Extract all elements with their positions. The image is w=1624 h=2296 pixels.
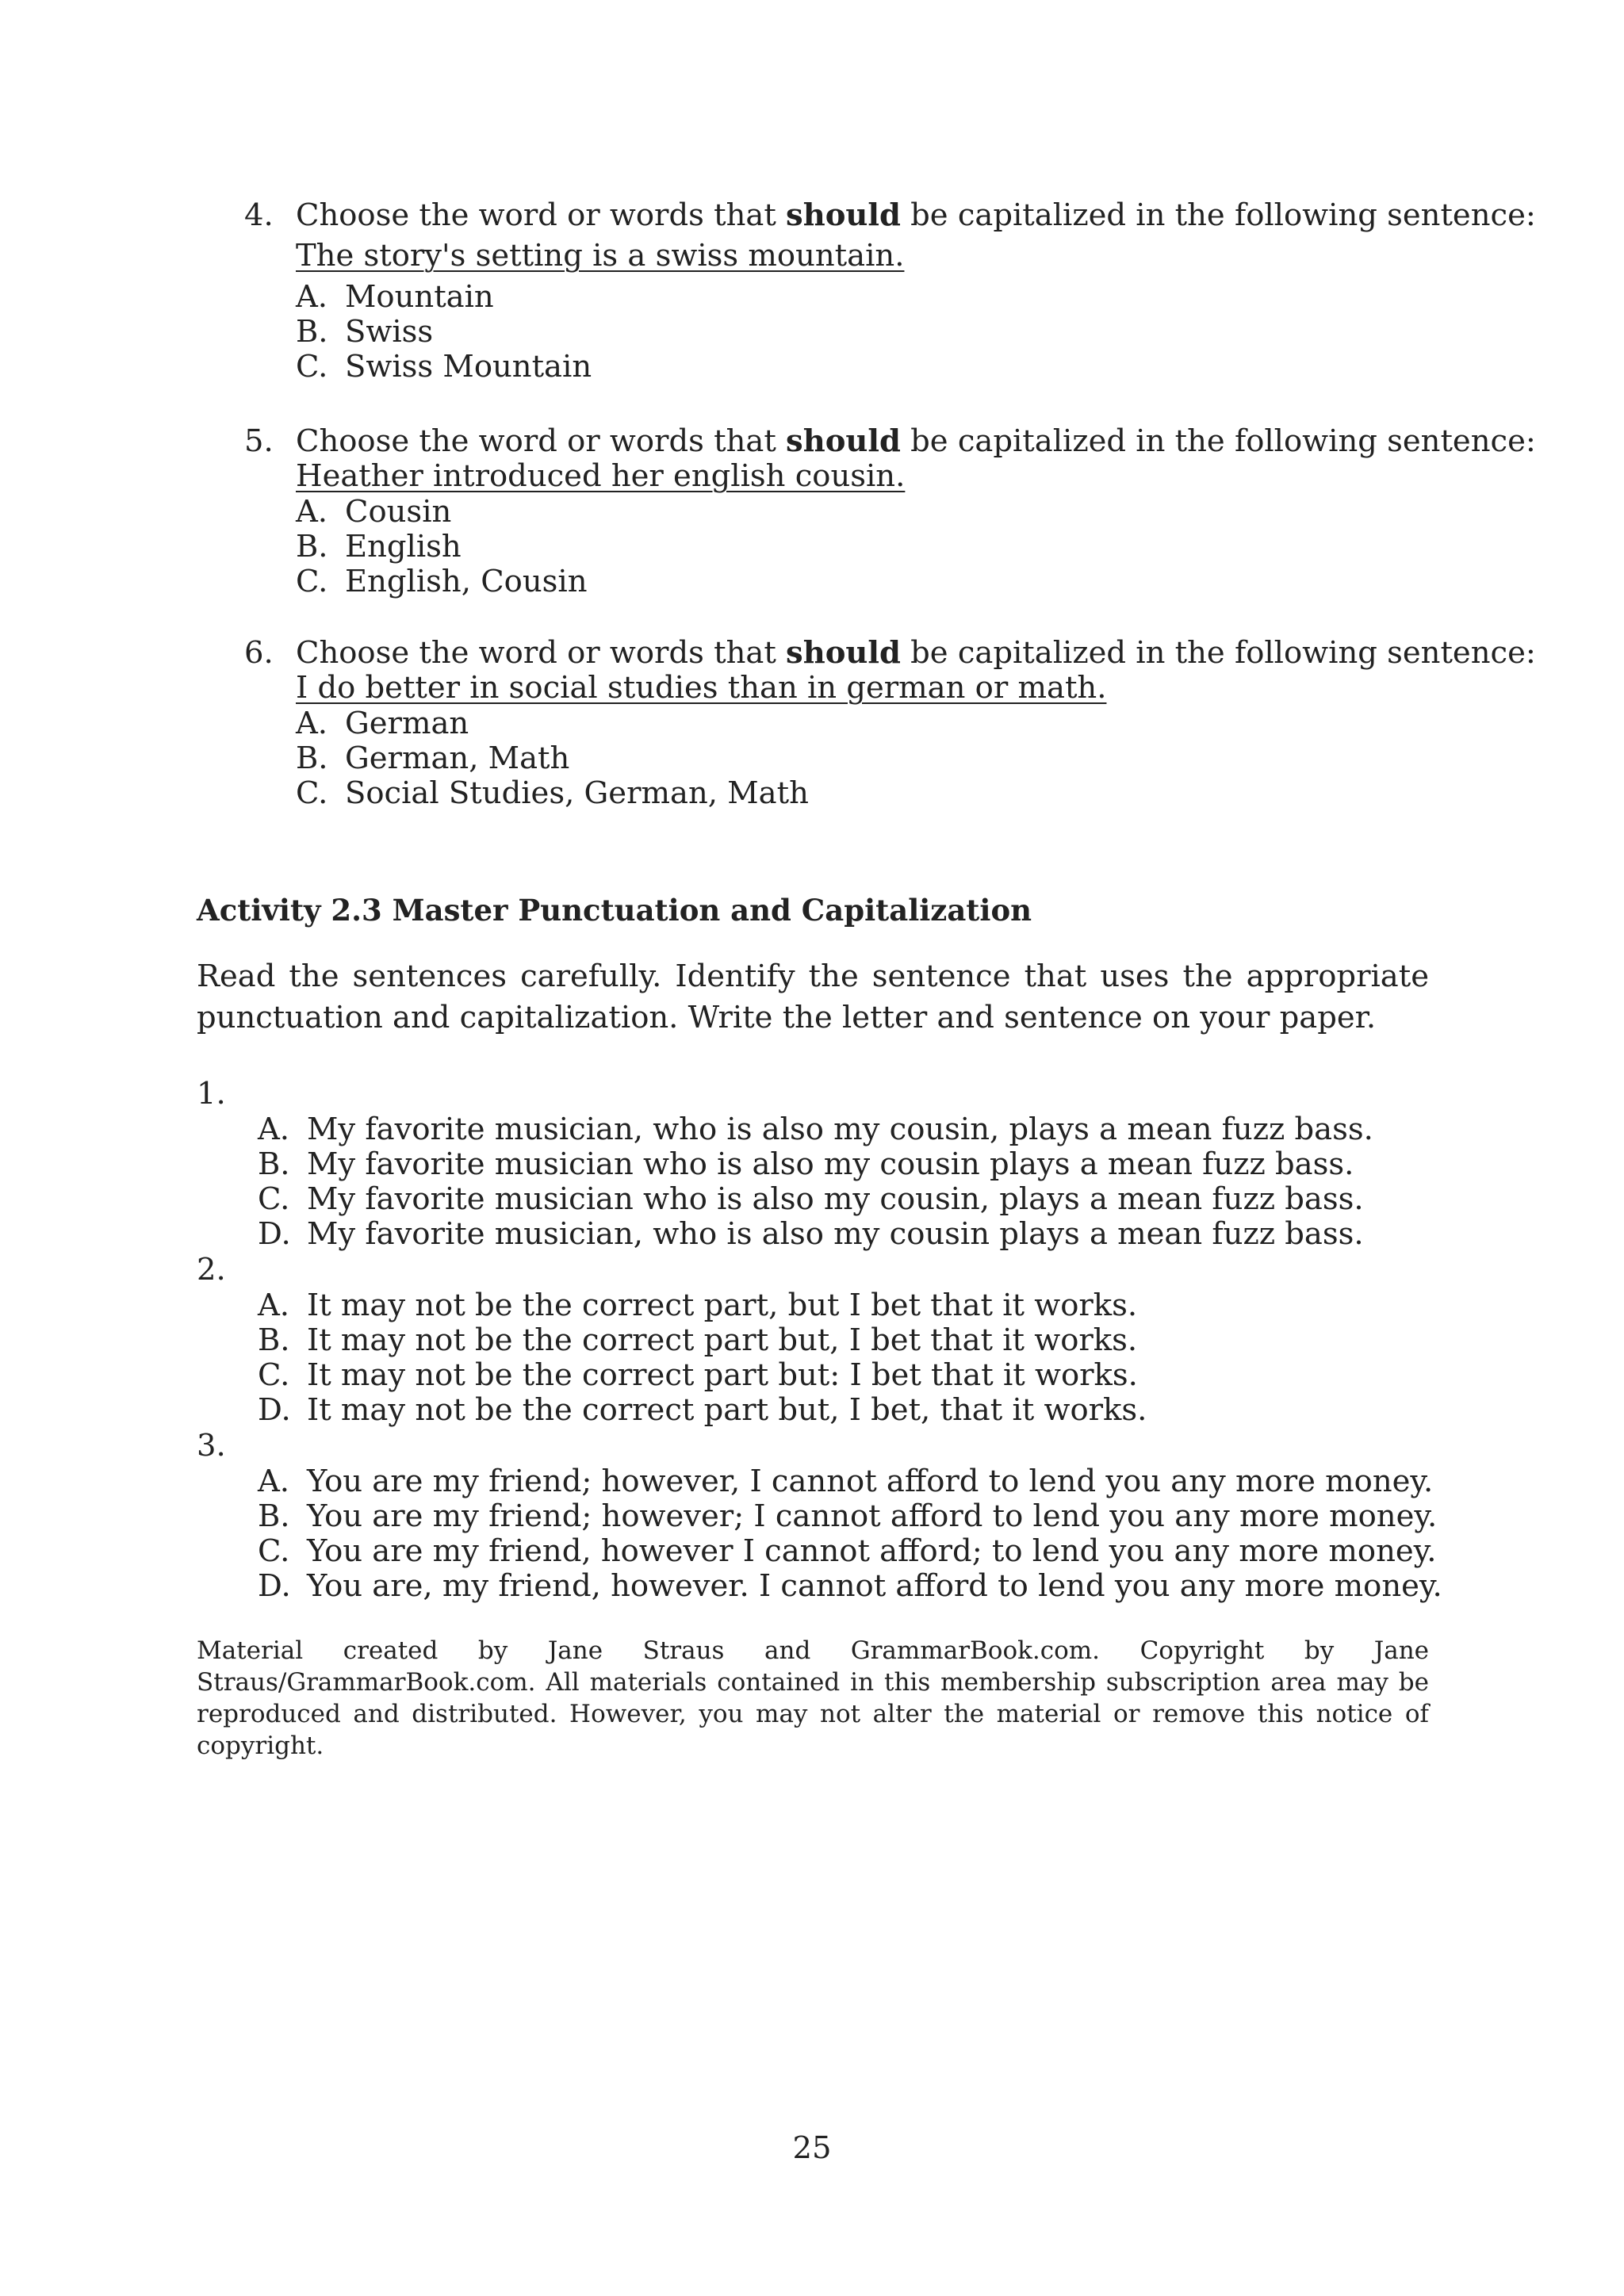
emphasis-should: should xyxy=(786,635,901,671)
question-stem: Choose the word or words that should be capitalized in the following sentence: xyxy=(296,635,1536,671)
question-sentence: Heather introduced her english cousin. xyxy=(296,458,906,494)
question-number: 5. xyxy=(244,423,274,459)
question-stem: Choose the word or words that should be capitalized in the following sentence: xyxy=(296,197,1536,233)
activity-item-number: 1. xyxy=(197,1076,226,1112)
question-number: 4. xyxy=(244,197,274,233)
answer-option: C. Social Studies, German, Math xyxy=(296,775,809,811)
activity-option: C. You are my friend, however I cannot afford; to lend you any more money. xyxy=(258,1533,1437,1569)
answer-option: A. Mountain xyxy=(296,279,494,315)
activity-option: D. You are, my friend, however. I cannot afford to lend you any more money. xyxy=(258,1568,1442,1604)
answer-option: C. English, Cousin xyxy=(296,564,588,599)
question-stem: Choose the word or words that should be capitalized in the following sentence: xyxy=(296,423,1536,459)
activity-item-number: 2. xyxy=(197,1252,226,1288)
answer-option: A. German xyxy=(296,706,469,741)
answer-option: B. English xyxy=(296,529,462,564)
activity-item-number: 3. xyxy=(197,1428,226,1464)
activity-option: A. My favorite musician, who is also my cousin, plays a mean fuzz bass. xyxy=(258,1112,1373,1147)
activity-heading: Activity 2.3 Master Punctuation and Capitalization xyxy=(197,893,1032,928)
activity-option: C. My favorite musician who is also my cousin, plays a mean fuzz bass. xyxy=(258,1181,1364,1217)
activity-option: B. It may not be the correct part but, I bet that it works. xyxy=(258,1322,1138,1358)
answer-option: A. Cousin xyxy=(296,494,452,530)
answer-option: C. Swiss Mountain xyxy=(296,349,592,385)
activity-option: D. My favorite musician, who is also my cousin plays a mean fuzz bass. xyxy=(258,1216,1364,1252)
question-number: 6. xyxy=(244,635,274,671)
emphasis-should: should xyxy=(786,197,901,233)
question-sentence: I do better in social studies than in german or math. xyxy=(296,670,1107,706)
emphasis-should: should xyxy=(786,423,901,459)
activity-option: D. It may not be the correct part but, I bet, that it works. xyxy=(258,1392,1147,1428)
copyright-notice: Material created by Jane Straus and GrammarBook.com. Copyright by Jane Straus/GrammarBook.com. All materials contained in this membership subscription area may be reproduced and distributed. However, you may not alter the material or remove this notice of copyright. xyxy=(197,1636,1429,1760)
activity-option: B. My favorite musician who is also my cousin plays a mean fuzz bass. xyxy=(258,1146,1354,1182)
activity-option: C. It may not be the correct part but: I bet that it works. xyxy=(258,1357,1138,1393)
activity-instructions: Read the sentences carefully. Identify the sentence that uses the appropriate punctuation and capitalization. Write the letter and sentence on your paper. xyxy=(197,959,1429,1035)
answer-option: B. Swiss xyxy=(296,314,434,350)
answer-option: B. German, Math xyxy=(296,740,570,776)
activity-option: B. You are my friend; however; I cannot afford to lend you any more money. xyxy=(258,1498,1438,1534)
question-sentence: The story's setting is a swiss mountain. xyxy=(296,238,905,274)
page-number: 25 xyxy=(792,2130,832,2166)
activity-option: A. It may not be the correct part, but I bet that it works. xyxy=(258,1288,1138,1323)
activity-option: A. You are my friend; however, I cannot afford to lend you any more money. xyxy=(258,1464,1434,1499)
